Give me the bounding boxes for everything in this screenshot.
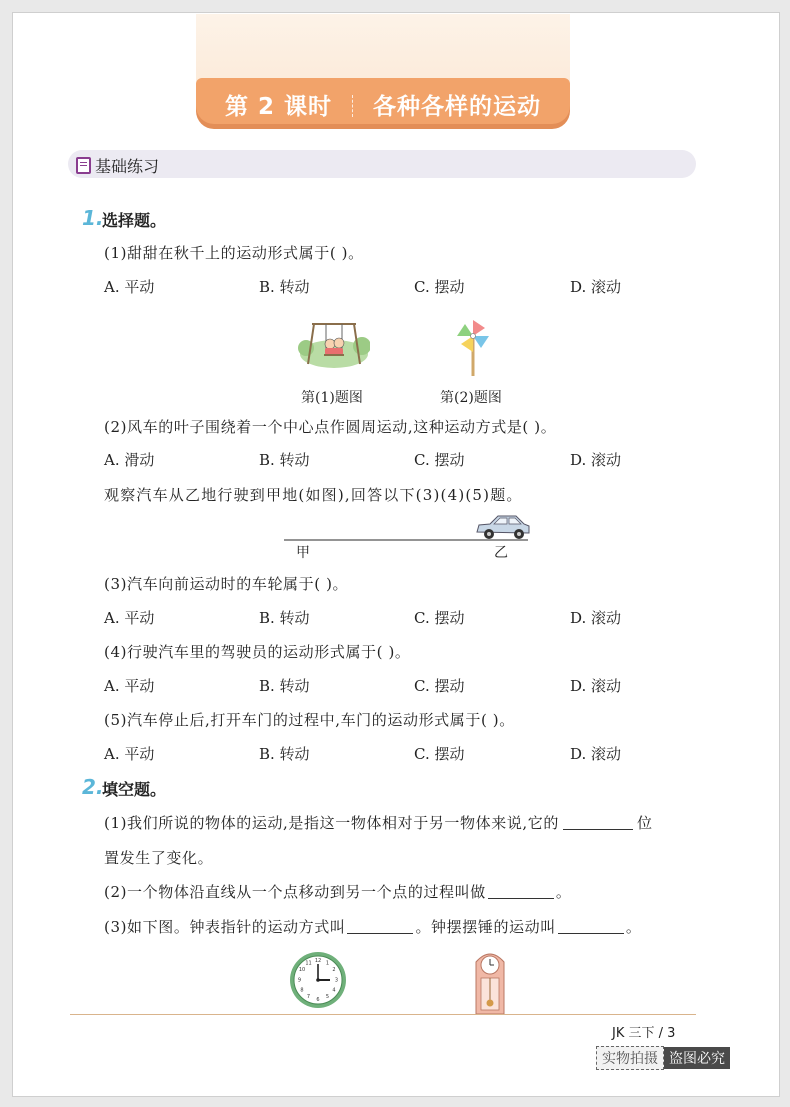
q1-sub2-option-b[interactable]: B. 转动 <box>259 451 310 469</box>
q1-sub5-option-c[interactable]: C. 摆动 <box>414 745 465 763</box>
q1-sub5-option-a[interactable]: A. 平动 <box>104 745 155 763</box>
watermark-stamp <box>596 1046 730 1066</box>
svg-text:12: 12 <box>314 958 322 964</box>
swing-illustration <box>298 318 370 372</box>
lesson-title: 各种各样的运动 <box>373 94 542 120</box>
q1-sub1-option-b[interactable]: B. 转动 <box>259 278 310 296</box>
lesson-title-bar <box>196 78 570 124</box>
question-title-1: 选择题。 <box>102 211 167 230</box>
title-separator <box>352 95 353 117</box>
clock-illustration <box>288 950 348 1010</box>
q2-sub3-text-mid: 。钟摆摆锤的运动叫 <box>415 918 556 936</box>
q1-sub5-option-b[interactable]: B. 转动 <box>259 745 310 763</box>
svg-text:6: 6 <box>316 997 320 1003</box>
q1-sub4-option-d[interactable]: D. 滚动 <box>570 677 622 695</box>
q1-intro-text: 观察汽车从乙地行驶到甲地(如图),回答以下(3)(4)(5)题。 <box>104 486 523 504</box>
q1-sub2-option-c[interactable]: C. 摆动 <box>414 451 465 469</box>
svg-text:1: 1 <box>325 960 330 967</box>
pendulum-clock-illustration <box>472 948 508 1016</box>
lesson-number: 第 2 课时 <box>224 94 333 120</box>
q2-sub2-text: (2)一个物体沿直线从一个点移动到另一个点的过程叫做 <box>104 883 486 901</box>
q1-sub4-option-b[interactable]: B. 转动 <box>259 677 310 695</box>
q2-sub2-line <box>104 881 571 902</box>
q1-sub3-text: (3)汽车向前运动时的车轮属于( )。 <box>104 575 349 593</box>
q1-sub1-option-a[interactable]: A. 平动 <box>104 278 155 296</box>
q2-sub1-blank[interactable] <box>563 815 633 830</box>
q2-sub3-text-end: 。 <box>625 918 642 936</box>
q2-sub1-line1 <box>104 812 653 833</box>
q2-sub1-line2: 置发生了变化。 <box>104 849 214 867</box>
car-icon <box>474 512 532 542</box>
section-label: 基础练习 <box>95 157 160 176</box>
q2-sub2-blank[interactable] <box>488 884 554 899</box>
figure-1-caption: 第(1)题图 <box>301 390 363 406</box>
footer-divider <box>70 1014 696 1015</box>
q1-sub3-option-a[interactable]: A. 平动 <box>104 609 155 627</box>
question-title-2: 填空题。 <box>102 780 167 799</box>
q1-sub2-text: (2)风车的叶子围绕着一个中心点作圆周运动,这种运动方式是( )。 <box>104 418 557 436</box>
svg-text:11: 11 <box>305 960 312 967</box>
watermark-text-b: 盗图必究 <box>664 1047 730 1069</box>
svg-text:8: 8 <box>300 987 304 994</box>
q1-sub4-option-c[interactable]: C. 摆动 <box>414 677 465 695</box>
page-footer: JK 三下 / 3 <box>612 1026 676 1041</box>
q1-sub5-option-d[interactable]: D. 滚动 <box>570 745 622 763</box>
q1-sub2-option-d[interactable]: D. 滚动 <box>570 451 622 469</box>
q1-sub1-text: (1)甜甜在秋千上的运动形式属于( )。 <box>104 244 364 262</box>
svg-text:7: 7 <box>306 994 311 1000</box>
road-label-start: 甲 <box>296 545 310 561</box>
q1-sub3-option-c[interactable]: C. 摆动 <box>414 609 465 627</box>
question-number-2: 2. <box>82 775 104 799</box>
svg-text:9: 9 <box>297 977 302 984</box>
q2-sub1-text: (1)我们所说的物体的运动,是指这一物体相对于另一物体来说,它的 <box>104 814 559 832</box>
svg-text:2: 2 <box>332 967 336 973</box>
svg-text:4: 4 <box>332 987 336 994</box>
q1-sub4-text: (4)行驶汽车里的驾驶员的运动形式属于( )。 <box>104 643 411 661</box>
svg-text:10: 10 <box>298 967 306 973</box>
svg-text:5: 5 <box>325 994 330 1000</box>
q2-sub3-blank-1[interactable] <box>347 919 413 934</box>
watermark-text-a: 实物拍摄 <box>596 1046 664 1070</box>
q1-sub3-option-b[interactable]: B. 转动 <box>259 609 310 627</box>
pinwheel-illustration <box>452 318 494 378</box>
svg-text:3: 3 <box>334 977 339 984</box>
q2-sub1-text-end: 位 <box>637 814 653 832</box>
road-label-end: 乙 <box>494 545 508 561</box>
q2-sub3-blank-2[interactable] <box>558 919 624 934</box>
q2-sub3-line <box>104 916 641 937</box>
q1-sub1-option-c[interactable]: C. 摆动 <box>414 278 465 296</box>
q2-sub2-text-end: 。 <box>555 883 572 901</box>
question-number-1: 1. <box>82 206 104 230</box>
document-icon <box>76 157 91 174</box>
section-header <box>68 150 696 178</box>
q1-sub3-option-d[interactable]: D. 滚动 <box>570 609 622 627</box>
q2-sub3-text: (3)如下图。钟表指针的运动方式叫 <box>104 918 346 936</box>
figure-2-caption: 第(2)题图 <box>440 390 502 406</box>
q1-sub1-option-d[interactable]: D. 滚动 <box>570 278 622 296</box>
q1-sub2-option-a[interactable]: A. 滑动 <box>104 451 155 469</box>
q1-sub4-option-a[interactable]: A. 平动 <box>104 677 155 695</box>
q1-sub5-text: (5)汽车停止后,打开车门的过程中,车门的运动形式属于( )。 <box>104 711 515 729</box>
